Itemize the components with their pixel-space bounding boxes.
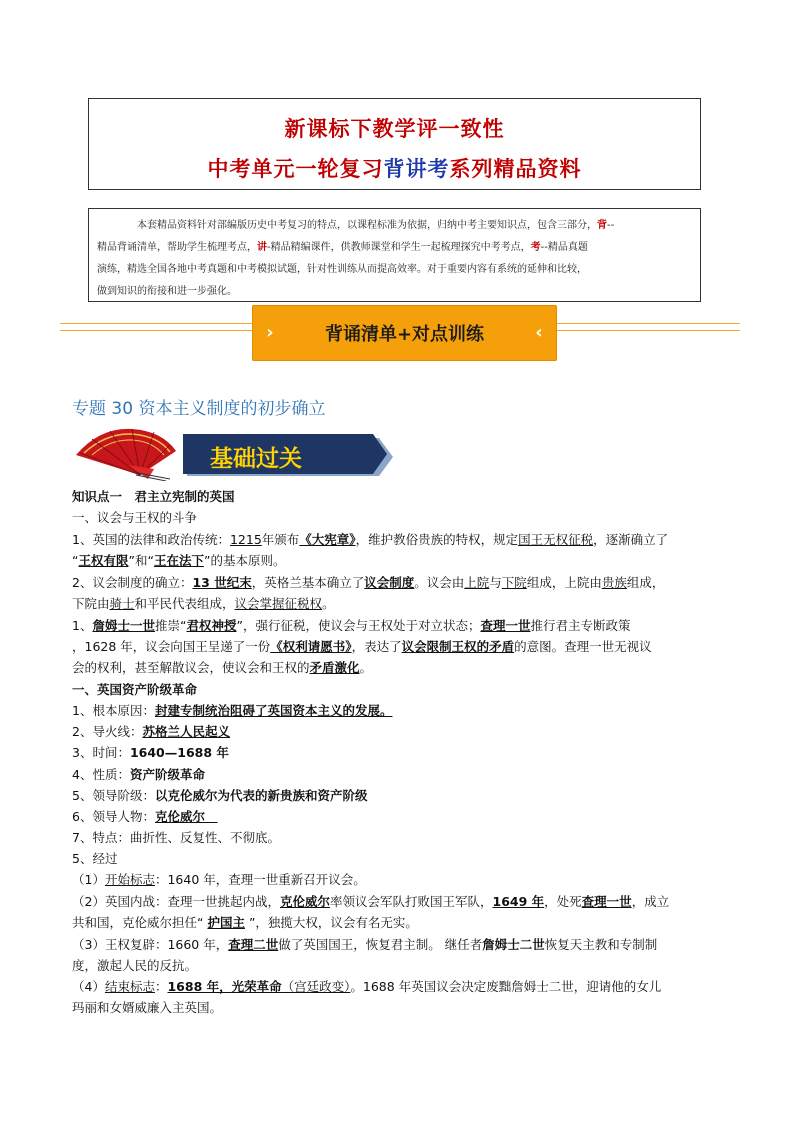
- body-line: 4、性质：资产阶级革命: [72, 767, 205, 782]
- body-line: （3）王权复辟：1660 年，查理二世做了英国国王，恢复君主制。 继任者詹姆士二世恢复天主教和专制制: [72, 937, 658, 952]
- body-line: 5、经过: [72, 851, 118, 866]
- body-line: 3、时间：1640—1688 年: [72, 745, 229, 760]
- intro-hl-bei: 背: [597, 220, 607, 231]
- title-line-2-part-b: 背讲考: [383, 156, 450, 181]
- body-line: 玛丽和女婿威廉入主英国。: [72, 1000, 223, 1015]
- body-line: ，1628 年，议会向国王呈递了一份《权利请愿书》，表达了议会限制王权的矛盾的意图。查理一世无视议: [72, 639, 652, 654]
- header-box: [88, 98, 701, 190]
- chevron-right-icon: ›: [266, 322, 274, 343]
- section-title: 基础过关: [210, 445, 302, 472]
- intro-text-2b: -精品精编课件，供教师课堂和学生一起梳理探究中考考点，: [267, 242, 531, 253]
- body-line: 2、导火线：苏格兰人民起义: [72, 724, 230, 739]
- intro-hl-jiang: 讲: [257, 242, 267, 253]
- intro-text-1: 本套精品资料针对部编版历史中考复习的特点，以课程标准为依据，归纳中考主要知识点，包含三部分，: [137, 220, 597, 231]
- intro-hl-kao: 考: [530, 242, 541, 253]
- fan-icon: [70, 425, 180, 481]
- intro-line-3: 演练，精选全国各地中考真题和中考模拟试题，针对性训练从而提高效率。对于重要内容有系统的延伸和比较，: [97, 264, 587, 275]
- title-line-1: 新课标下教学评一致性: [284, 116, 505, 141]
- title-line-2-part-c: 系列精品资料: [449, 156, 582, 181]
- banner-label: 背诵清单+对点训练: [324, 324, 485, 345]
- intro-box: [88, 208, 701, 302]
- heading-bourgeois-revolution: 一、英国资产阶级革命: [72, 682, 198, 697]
- body-line: “王权有限”和“王在法下”的基本原则。: [72, 553, 286, 568]
- body-line: 下院由骑士和平民代表组成，议会掌握征税权。: [72, 596, 335, 611]
- body-line: 6、领导人物：克伦威尔: [72, 809, 218, 824]
- heading-parliament-vs-crown: 一、议会与王权的斗争: [72, 510, 198, 525]
- body-line: 7、特点：曲折性、反复性、不彻底。: [72, 830, 280, 845]
- intro-text-2a: 精品背诵清单，帮助学生梳理考点，: [97, 242, 257, 253]
- body-line: 2、议会制度的确立：13 世纪末，英格兰基本确立了议会制度。议会由上院与下院组成，上院由贵族组成，: [72, 575, 665, 590]
- intro-line-2: [97, 237, 692, 259]
- intro-line-1: [97, 215, 692, 237]
- body-line: （1）开始标志：1640 年，查理一世重新召开议会。: [72, 872, 366, 887]
- topic-title: 专题 30 资本主义制度的初步确立: [72, 399, 326, 419]
- knowledge-point-1: 知识点一 君主立宪制的英国: [72, 489, 235, 504]
- body-line: 会的权利，甚至解散议会，使议会和王权的矛盾激化。: [72, 660, 373, 675]
- body-line: 度，激起人民的反抗。: [72, 958, 198, 973]
- intro-text-2c: --精品真题: [540, 242, 588, 253]
- title-line-2-part-a: 中考单元一轮复习: [207, 156, 384, 181]
- body-line: 1、英国的法律和政治传统：1215年颁布《大宪章》，维护教俗贵族的特权，规定国王无权征税，逐渐确立了: [72, 532, 669, 547]
- body-line: （4）结束标志：1688 年，光荣革命（宫廷政变）。1688 年英国议会决定废黜詹姆士二世，迎请他的女儿: [72, 979, 662, 994]
- body-line: （2）英国内战：查理一世挑起内战，克伦威尔率领议会军队打败国王军队，1649 年，处死查理一世，成立: [72, 894, 670, 909]
- recite-banner: [252, 305, 557, 361]
- title-line-2: [89, 153, 700, 183]
- body-line: 共和国，克伦威尔担任“ 护国主 ”，独揽大权，议会有名无实。: [72, 915, 418, 930]
- body-line: 1、詹姆士一世推崇“君权神授”，强行征税，使议会与王权处于对立状态；查理一世推行君主专断政策: [72, 618, 631, 633]
- chevron-left-icon: ‹: [535, 322, 543, 343]
- intro-text-1-end: --: [607, 220, 615, 231]
- body-line: 1、根本原因：封建专制统治阻碍了英国资本主义的发展。: [72, 703, 393, 718]
- body-line: 5、领导阶级：以克伦威尔为代表的新贵族和资产阶级: [72, 788, 368, 803]
- intro-line-4: 做到知识的衔接和进一步强化。: [97, 286, 237, 297]
